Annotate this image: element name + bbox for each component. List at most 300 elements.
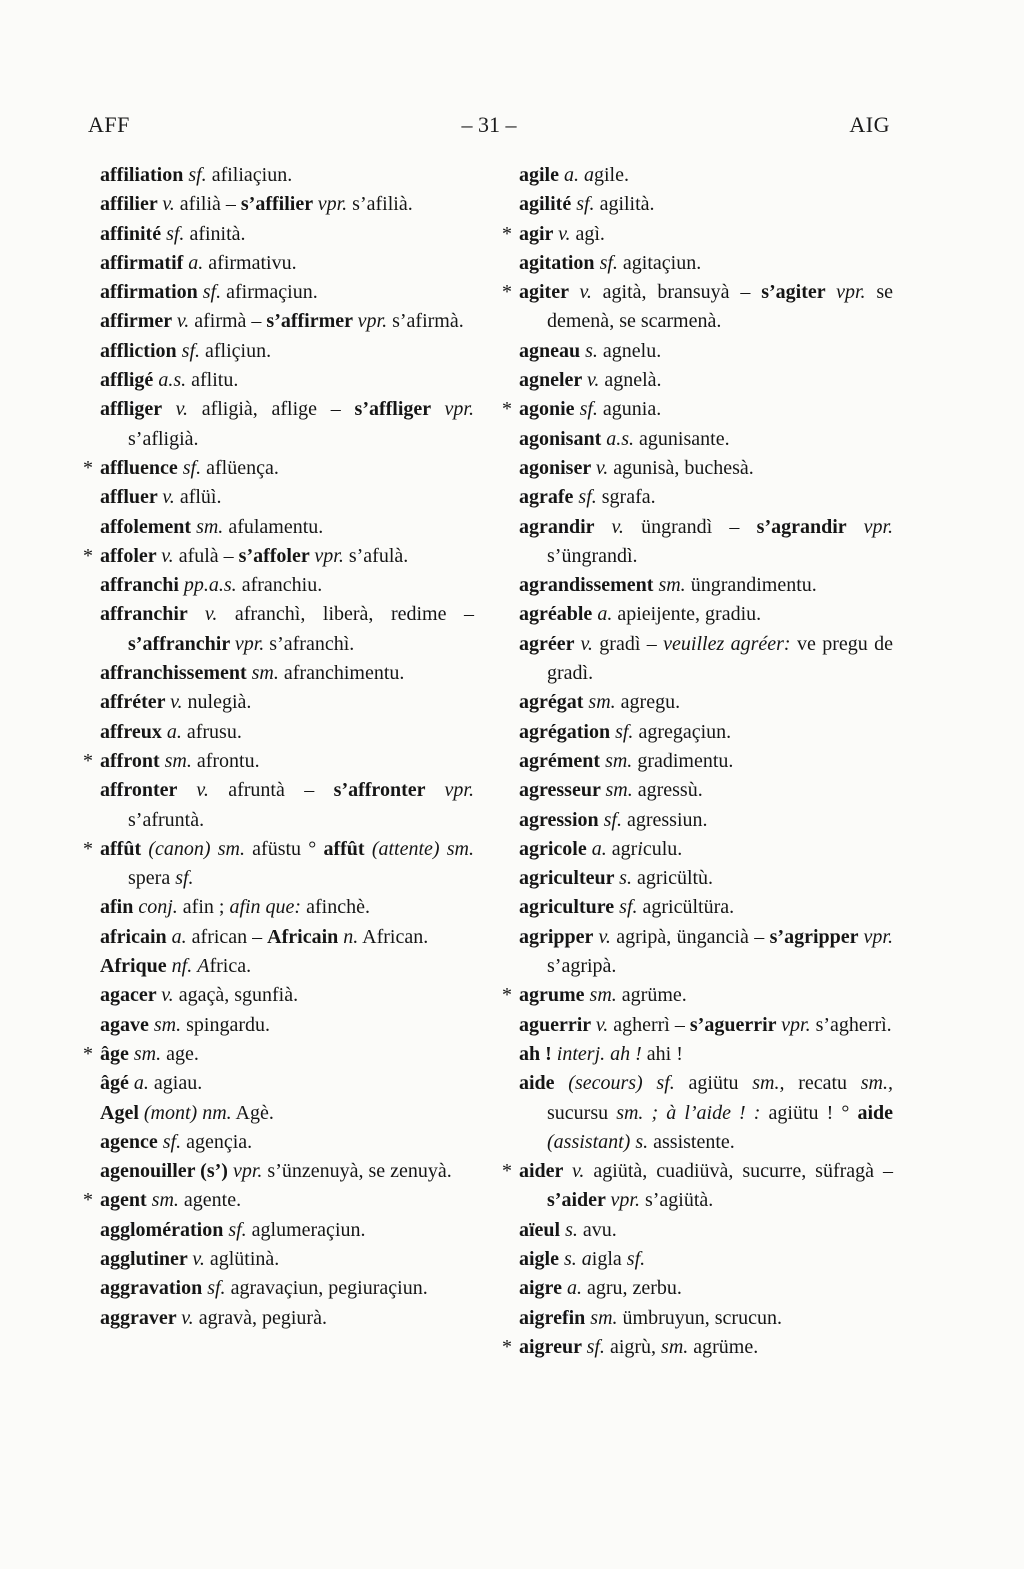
entry-segment: interj. ah ! (556, 1042, 642, 1065)
entry-segment: afinità. (184, 222, 246, 245)
entry-segment: agresseur (519, 779, 606, 802)
entry-segment: african – (186, 925, 268, 948)
dictionary-entry (519, 718, 893, 747)
entry-segment: s’afranchì. (264, 632, 355, 655)
entry-segment: agitation (519, 251, 600, 274)
dictionary-entry (100, 1011, 474, 1040)
dictionary-entry (502, 1157, 893, 1216)
entry-segment: sf. (182, 456, 202, 479)
entry-segment: s’aguerrir (689, 1013, 782, 1036)
entry-segment: v. (204, 603, 218, 626)
dictionary-entry (519, 630, 893, 689)
entry-segment: agrégat (519, 691, 589, 714)
entry-segment: vpr. (234, 632, 265, 655)
star-marker: * (502, 1160, 512, 1183)
entry-segment: vpr. (863, 515, 894, 538)
entry-segment: agricültüra. (637, 896, 735, 919)
entry-segment: s’afligià. (128, 427, 199, 450)
entry-segment: conj. (138, 896, 178, 919)
entry-segment: v. (161, 984, 174, 1007)
dictionary-entry (519, 1040, 893, 1069)
entry-segment: agrément (519, 749, 606, 772)
entry-segment: v. (580, 632, 593, 655)
entry-segment: Agè. (231, 1101, 274, 1124)
entry-segment: agonie (519, 398, 580, 421)
dictionary-entry (83, 542, 474, 571)
entry-segment: v. (162, 486, 175, 509)
dictionary-entry (519, 454, 893, 483)
entry-segment: sm. (251, 662, 279, 685)
entry-segment: afin (100, 896, 139, 919)
entry-segment: a. (171, 925, 187, 948)
entry-segment: agrüme. (688, 1335, 759, 1358)
entry-segment: affoler (100, 544, 162, 567)
entry-segment: Afrique (100, 955, 172, 978)
entry-segment: affliger (100, 398, 176, 421)
entry-segment: affligé (100, 369, 159, 392)
star-marker: * (502, 398, 512, 421)
entry-segment: sf. (175, 867, 194, 890)
star-marker: * (83, 837, 93, 860)
entry-segment: sm. (605, 779, 633, 802)
page-number: – 31 – (461, 112, 517, 137)
entry-segment: afranchì, liberà, redime – (217, 603, 474, 626)
entry-segment: vpr. (444, 779, 474, 802)
entry-segment: v. (611, 515, 624, 538)
entry-segment: a (584, 164, 594, 186)
star-marker: * (83, 749, 93, 772)
entry-segment: aguerrir (519, 1013, 596, 1036)
entry-segment: afin que: (229, 896, 302, 919)
entry-segment: affût (323, 837, 372, 860)
entry-segment: agglomération (100, 1218, 229, 1241)
dictionary-entry (519, 1245, 893, 1274)
entry-segment: v. (572, 1160, 585, 1183)
dictionary-entry (100, 923, 474, 952)
dictionary-entry (100, 600, 474, 659)
entry-segment: sf. (166, 222, 185, 245)
entry-segment: v. (176, 310, 190, 333)
entry-segment: agricültù. (631, 867, 714, 890)
dictionary-entry (502, 1333, 893, 1362)
dictionary-entry (83, 835, 474, 894)
entry-segment: vpr. (444, 398, 474, 421)
dictionary-entry (519, 366, 893, 395)
entry-segment: sm. (590, 1306, 618, 1329)
entry-segment: ümbruyun, scrucun. (617, 1306, 782, 1329)
entry-segment: vpr. (836, 281, 866, 304)
entry-segment: afin ; (177, 896, 230, 919)
entry-segment: sm. (661, 1335, 689, 1358)
dictionary-entry (519, 806, 893, 835)
dictionary-entry (502, 981, 893, 1010)
entry-segment: aflüì. (174, 486, 222, 509)
entry-segment: a.s. (158, 369, 187, 392)
entry-segment: sf. (202, 281, 222, 304)
entry-segment: agaçà, sgunfià. (173, 984, 299, 1007)
entry-segment: s’afilià. (347, 193, 413, 216)
dictionary-entry (519, 893, 893, 922)
entry-segment: affinité (100, 222, 167, 245)
dictionary-entry (519, 249, 893, 278)
entry-segment: agitaçiun. (617, 251, 702, 274)
entry-segment: sm. (153, 1013, 182, 1036)
entry-segment: pp.a.s. (183, 574, 237, 597)
entry-segment: aflüença. (201, 456, 279, 479)
entry-segment: agrume (519, 984, 590, 1007)
entry-segment: sf. (207, 1277, 226, 1300)
entry-segment: agunisà, buchesà. (608, 456, 754, 479)
entry-segment: sf. (181, 339, 200, 362)
entry-segment: sgrafa. (596, 486, 656, 509)
entry-segment: sucursu (547, 1101, 617, 1124)
entry-segment: agunia. (597, 398, 662, 421)
entry-segment: agiütà, cuadiüvà, sucurre, süfragà – (584, 1160, 893, 1183)
entry-segment: sm. ; (616, 1101, 659, 1124)
column-left (83, 161, 474, 1333)
entry-segment: aider (519, 1160, 573, 1183)
entry-segment: agression (519, 808, 604, 831)
star-marker: * (502, 281, 512, 304)
entry-segment: agile (519, 164, 564, 186)
entry-segment: gradì – (592, 632, 664, 655)
entry-segment: agenouiller (s’) (100, 1160, 233, 1183)
dictionary-entry (519, 600, 893, 629)
entry-segment: igla (591, 1247, 627, 1270)
dictionary-entry (100, 278, 474, 307)
entry-segment: afranchiu. (236, 574, 323, 597)
dictionary-entry (519, 190, 893, 219)
entry-segment: agressù. (632, 779, 703, 802)
entry-segment: a. (597, 603, 613, 626)
entry-segment: ah ! (519, 1042, 557, 1065)
dictionary-entry (519, 1304, 893, 1333)
star-marker: * (83, 456, 93, 479)
dictionary-entry (519, 425, 893, 454)
dictionary-entry (100, 307, 474, 336)
dictionary-entry (502, 278, 893, 337)
dictionary-entry (100, 893, 474, 922)
entry-segment: agità, bransuyà – (591, 281, 762, 304)
entry-segment: sm. (658, 574, 686, 597)
entry-segment: aigrefin (519, 1306, 591, 1329)
entry-segment: agréer (519, 632, 581, 655)
entry-segment: sm. (588, 691, 616, 714)
entry-segment: agacer (100, 984, 162, 1007)
entry-segment: aigreur (519, 1335, 587, 1358)
entry-segment: s’afirmà. (387, 310, 464, 333)
entry-segment: agnelu. (597, 339, 662, 362)
dictionary-entry (100, 952, 474, 981)
entry-segment: affirmation (100, 281, 203, 304)
entry-segment: s’affoler (238, 544, 315, 567)
entry-segment: a. (188, 251, 204, 274)
entry-segment: agravaçiun, pegiuraçiun. (225, 1277, 428, 1300)
entry-segment: afrontu. (191, 749, 260, 772)
entry-segment: sf. (599, 251, 618, 274)
entry-segment: afirmà – (189, 310, 267, 333)
entry-segment: affiliation (100, 164, 189, 186)
entry-segment: avu. (577, 1218, 617, 1241)
dictionary-entry (100, 220, 474, 249)
entry-segment: sf. (626, 1247, 646, 1270)
entry-segment: sm. (196, 515, 224, 538)
entry-segment: agglutiner (100, 1247, 193, 1270)
entry-segment: sm., (860, 1072, 893, 1095)
entry-segment: agripà, üngancià – (610, 925, 770, 948)
entry-segment: sm., (752, 1072, 785, 1095)
entry-segment: affilier (100, 193, 163, 216)
entry-segment: affronter (100, 779, 197, 802)
entry-segment: afulà – (173, 544, 239, 567)
entry-segment: agr (606, 837, 638, 860)
star-marker: * (83, 1189, 93, 1212)
entry-segment: sf. (188, 164, 207, 186)
entry-segment: üngrandì – (623, 515, 757, 538)
entry-segment: sf. (615, 720, 634, 743)
entry-segment: s’agiütà. (639, 1189, 714, 1212)
entry-segment: s’affilier (240, 193, 318, 216)
entry-segment: affranchi (100, 574, 184, 597)
entry-segment: Africain (267, 925, 344, 948)
entry-segment: s. (564, 1247, 577, 1270)
entry-segment: affront (100, 749, 165, 772)
entry-segment: s. (619, 867, 632, 890)
entry-segment: agilité (519, 193, 577, 216)
entry-segment: agriculture (519, 896, 620, 919)
entry-segment: affluence (100, 456, 183, 479)
dictionary-entry (519, 747, 893, 776)
entry-segment: agréable (519, 603, 598, 626)
entry-segment: agave (100, 1013, 154, 1036)
entry-segment: veuillez agréer: (663, 632, 791, 655)
entry-segment: aggravation (100, 1277, 208, 1300)
entry-segment: vpr. (317, 193, 348, 216)
entry-segment: a. (166, 720, 182, 743)
entry-segment: agonisant (519, 427, 607, 450)
dictionary-entry (519, 688, 893, 717)
entry-segment: afirmativu. (203, 251, 297, 274)
entry-segment: agiau. (148, 1072, 203, 1095)
entry-segment: aglütinà. (204, 1247, 280, 1270)
entry-segment: agripper (519, 925, 599, 948)
star-marker: * (83, 1042, 93, 1065)
entry-segment: gile. (594, 164, 629, 186)
dictionary-entry (519, 1216, 893, 1245)
running-head-right-guideword: AIG (849, 112, 890, 137)
entry-segment: agilità. (594, 193, 655, 216)
entry-segment: âge (100, 1042, 134, 1065)
entry-segment: spingardu. (181, 1013, 271, 1036)
entry-segment: agrégation (519, 720, 616, 743)
entry-segment: a.s. (606, 427, 635, 450)
entry-segment: s’affranchir (128, 632, 235, 655)
entry-segment: âgé (100, 1072, 134, 1095)
entry-segment: nf. (171, 955, 193, 978)
dictionary-entry (100, 1069, 474, 1098)
entry-segment: (attente) sm. (371, 837, 474, 860)
entry-segment: affréter (100, 691, 171, 714)
dictionary-entry (519, 337, 893, 366)
running-head-left-guideword: AFF (88, 112, 130, 137)
entry-segment: agir (519, 222, 559, 245)
entry-segment: agiütu (674, 1072, 753, 1095)
entry-segment: s’affirmer (266, 310, 358, 333)
dictionary-entry (100, 659, 474, 688)
entry-segment: s. (585, 339, 598, 362)
entry-segment: sm. (164, 749, 192, 772)
entry-segment: aglumeraçiun. (246, 1218, 366, 1241)
entry-segment: vpr. (863, 925, 893, 948)
dictionary-entry (100, 513, 474, 542)
entry-segment: aigrù, (604, 1335, 662, 1358)
entry-segment: assistente. (648, 1130, 735, 1153)
dictionary-entry (519, 513, 893, 572)
dictionary-entry (100, 483, 474, 512)
entry-segment: afinchè. (301, 896, 370, 919)
entry-segment: agrüme. (616, 984, 687, 1007)
entry-segment: sf. (619, 896, 638, 919)
dictionary-entry (100, 395, 474, 454)
entry-segment: s’agrandir (756, 515, 864, 538)
dictionary-entry (100, 366, 474, 395)
entry-segment: aide (857, 1101, 893, 1124)
entry-segment: agriculteur (519, 867, 620, 890)
dictionary-entry (519, 571, 893, 600)
star-marker: * (502, 984, 512, 1007)
dictionary-entry (100, 776, 474, 835)
dictionary-entry (519, 161, 893, 190)
entry-segment: s’affliger (354, 398, 445, 421)
star-marker: * (83, 544, 93, 567)
entry-segment: ve pregu de gradì. (547, 632, 893, 685)
entry-segment: s’agripà. (547, 955, 617, 978)
entry-segment: agrandir (519, 515, 612, 538)
entry-segment: affolement (100, 515, 197, 538)
entry-segment: agru, zerbu. (581, 1277, 682, 1300)
entry-segment: sm. (133, 1042, 162, 1065)
entry-segment: v. (595, 456, 609, 479)
entry-segment: nulegià. (182, 691, 252, 714)
entry-segment: affreux (100, 720, 167, 743)
entry-segment: v. (196, 779, 209, 802)
entry-segment: agregaçiun. (633, 720, 732, 743)
entry-segment: sf. (162, 1130, 182, 1153)
entry-segment: agregu. (615, 691, 681, 714)
entry-segment: apieijente, gradiu. (612, 603, 762, 626)
entry-segment: v. (170, 691, 183, 714)
entry-segment: agent (100, 1189, 152, 1212)
entry-segment: aide (519, 1072, 569, 1095)
entry-segment: a. (566, 1277, 582, 1300)
dictionary-entry (519, 923, 893, 982)
entry-segment: agneau (519, 339, 586, 362)
entry-segment: spera (128, 867, 176, 890)
dictionary-entry (502, 395, 893, 424)
entry-segment: afrusu. (181, 720, 242, 743)
entry-segment: s’ünzenuyà, se zenuyà. (262, 1160, 452, 1183)
entry-segment: African. (358, 925, 429, 948)
entry-segment: sm. (589, 984, 617, 1007)
dictionary-entry (100, 981, 474, 1010)
entry-segment: s. (565, 1218, 578, 1241)
entry-segment: agrandissement (519, 574, 659, 597)
entry-segment: A (197, 955, 210, 978)
entry-segment: affirmer (100, 310, 177, 333)
entry-segment: a. (564, 164, 579, 186)
entry-segment: afligià, aflige – (187, 398, 355, 421)
dictionary-entry (100, 1274, 474, 1303)
entry-segment: agricole (519, 837, 592, 860)
dictionary-entry (519, 864, 893, 893)
entry-segment: s’afulà. (343, 544, 409, 567)
entry-segment: vpr. (314, 544, 344, 567)
dictionary-entry (519, 1011, 893, 1040)
entry-segment: agiütu ! ° (760, 1101, 858, 1124)
entry-segment: afirmaçiun. (221, 281, 318, 304)
dictionary-entry (519, 835, 893, 864)
entry-segment: agoniser (519, 456, 596, 479)
entry-segment: (mont) nm. (143, 1101, 232, 1124)
star-marker: * (502, 1335, 512, 1358)
entry-segment: v. (161, 544, 174, 567)
entry-segment: v. (595, 1013, 609, 1036)
entry-segment: afliçiun. (200, 339, 272, 362)
dictionary-entry (519, 1274, 893, 1303)
dictionary-entry (100, 1304, 474, 1333)
entry-segment: agherrì – (608, 1013, 690, 1036)
entry-segment: s’aider (547, 1189, 611, 1212)
entry-segment: s’agiter (761, 281, 837, 304)
entry-segment: v. (586, 369, 600, 392)
entry-segment: afüstu ° (244, 837, 324, 860)
entry-segment: vpr. (357, 310, 388, 333)
dictionary-entry (100, 688, 474, 717)
entry-segment: se demenà, se scarmenà. (547, 281, 893, 333)
entry-segment: agì. (570, 222, 605, 245)
dictionary-entry (100, 337, 474, 366)
dictionary-entry (100, 249, 474, 278)
entry-segment: v. (175, 398, 188, 421)
entry-segment: sm. (605, 749, 633, 772)
entry-segment: age. (161, 1042, 199, 1065)
entry-segment: agiter (519, 281, 580, 304)
entry-segment: afranchimentu. (278, 662, 405, 685)
entry-segment: v. (579, 281, 592, 304)
entry-segment: a. (591, 837, 607, 860)
dictionary-entry (100, 1099, 474, 1128)
entry-segment: a. (133, 1072, 149, 1095)
entry-segment: s’agripper (769, 925, 864, 948)
entry-segment: affirmatif (100, 251, 189, 274)
entry-segment: vpr. (781, 1013, 811, 1036)
entry-segment: gradimentu. (632, 749, 734, 772)
entry-segment: i (637, 837, 643, 860)
entry-segment: n. (343, 925, 359, 948)
dictionary-entry (100, 718, 474, 747)
entry-segment: recatu (784, 1072, 861, 1095)
dictionary-entry (100, 1245, 474, 1274)
dictionary-entry (100, 1128, 474, 1157)
entry-segment: s’agherrì. (810, 1013, 892, 1036)
entry-segment: africain (100, 925, 172, 948)
column-right (502, 161, 894, 1362)
dictionary-entry (100, 1216, 474, 1245)
entry-segment: agente. (178, 1189, 242, 1212)
entry-segment: üngrandimentu. (685, 574, 817, 597)
entry-segment: v. (598, 925, 611, 948)
dictionary-entry (100, 1157, 474, 1186)
